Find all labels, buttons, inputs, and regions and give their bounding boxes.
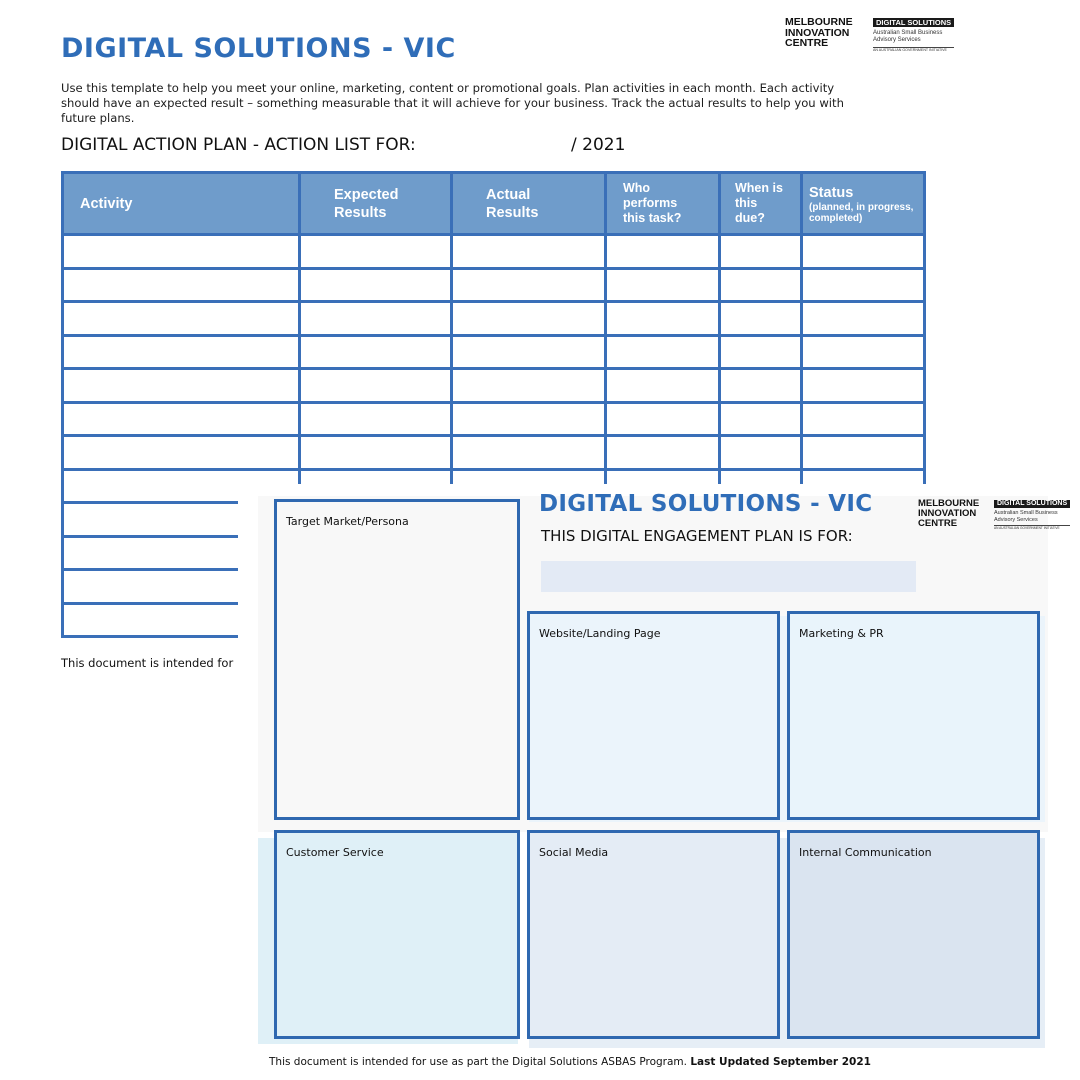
logo-small (918, 499, 1068, 535)
table-cell[interactable] (802, 369, 925, 403)
table-cell[interactable] (63, 335, 300, 369)
table-row (63, 235, 925, 269)
table-cell[interactable] (63, 402, 300, 436)
col-header-activity: Activity (63, 173, 300, 235)
action-page-footer: This document is intended for (61, 656, 234, 670)
engagement-footer-text: This document is intended for use as part the Digital Solutions ASBAS Program. (269, 1056, 687, 1068)
panel-marketing[interactable] (787, 611, 1040, 820)
logo-small-mic-line2: INNOVATION (918, 508, 977, 519)
logo-ds-sub2: Advisory Services (873, 37, 921, 43)
panel-website[interactable] (527, 611, 780, 820)
panel-customer-service-label: Customer Service (286, 846, 384, 859)
table-cell[interactable] (452, 436, 606, 470)
table-cell[interactable] (720, 402, 802, 436)
logo-mic-line3: CENTRE (785, 37, 829, 49)
action-list-year: / 2021 (571, 135, 626, 155)
table-cell[interactable] (452, 402, 606, 436)
table-row (63, 302, 925, 336)
table-cell[interactable] (63, 302, 300, 336)
logo-small-ds-gov: AN AUSTRALIAN GOVERNMENT INITIATIVE (994, 525, 1070, 531)
col-header-when: When is this due? (720, 173, 802, 235)
col-header-who: Who performs this task? (606, 173, 720, 235)
col-header-status-sub: (planned, in progress, completed) (809, 201, 914, 224)
engagement-page-footer (269, 1056, 871, 1068)
table-cell[interactable] (300, 235, 452, 269)
table-row (63, 335, 925, 369)
table-row (63, 436, 925, 470)
table-cell[interactable] (63, 436, 300, 470)
table-cell[interactable] (63, 369, 300, 403)
panel-internal-communication[interactable] (787, 830, 1040, 1039)
table-cell[interactable] (300, 436, 452, 470)
panel-social-media-label: Social Media (539, 846, 609, 859)
table-cell[interactable] (300, 335, 452, 369)
logo-small-ds-sub2: Advisory Services (994, 516, 1038, 523)
col-header-status: Status (planned, in progress, completed) (802, 173, 925, 235)
table-cell[interactable] (606, 369, 720, 403)
engagement-plan-heading: THIS DIGITAL ENGAGEMENT PLAN IS FOR: (541, 527, 853, 545)
table-row (63, 369, 925, 403)
panel-target-market-label: Target Market/Persona (286, 515, 409, 528)
panel-social-media[interactable] (527, 830, 780, 1039)
table-cell[interactable] (452, 302, 606, 336)
table-row (63, 268, 925, 302)
plan-for-input[interactable] (541, 561, 916, 592)
table-cell[interactable] (720, 302, 802, 336)
table-cell[interactable] (720, 335, 802, 369)
panel-website-label: Website/Landing Page (539, 627, 661, 640)
table-cell[interactable] (720, 369, 802, 403)
action-plan-title: DIGITAL SOLUTIONS - VIC (61, 33, 456, 64)
logo-mic-line1: MELBOURNE (785, 16, 853, 28)
logo-small-mic-line1: MELBOURNE (918, 498, 980, 509)
table-cell[interactable] (452, 235, 606, 269)
table-cell[interactable] (606, 302, 720, 336)
table-cell[interactable] (300, 302, 452, 336)
logo-ds-sub1: Australian Small Business (873, 30, 943, 36)
logo-small-mic-line3: CENTRE (918, 518, 958, 529)
table-cell[interactable] (802, 235, 925, 269)
panel-customer-service[interactable] (274, 830, 520, 1039)
action-list-heading: DIGITAL ACTION PLAN - ACTION LIST FOR: (61, 135, 416, 155)
logo-ds-label: DIGITAL SOLUTIONS (873, 18, 954, 27)
logo-small-ds-sub1: Australian Small Business (994, 510, 1058, 516)
logo-mic-line2: INNOVATION (785, 26, 850, 39)
table-cell[interactable] (802, 302, 925, 336)
table-cell[interactable] (63, 235, 300, 269)
table-cell[interactable] (452, 369, 606, 403)
col-header-actual: Actual Results (452, 173, 606, 235)
panel-internal-communication-label: Internal Communication (799, 846, 932, 859)
table-cell[interactable] (63, 268, 300, 302)
table-cell[interactable] (802, 268, 925, 302)
table-cell[interactable] (720, 268, 802, 302)
table-cell[interactable] (452, 335, 606, 369)
table-cell[interactable] (802, 335, 925, 369)
table-cell[interactable] (300, 402, 452, 436)
table-cell[interactable] (606, 235, 720, 269)
table-cell[interactable] (720, 235, 802, 269)
engagement-plan-title: DIGITAL SOLUTIONS - VIC (539, 491, 873, 517)
table-cell[interactable] (802, 402, 925, 436)
logo-ds-gov: AN AUSTRALIAN GOVERNMENT INITIATIVE (873, 47, 954, 53)
table-header-row (63, 173, 925, 235)
logo-small-ds-label: DIGITAL SOLUTIONS (994, 500, 1070, 508)
table-cell[interactable] (300, 268, 452, 302)
panel-marketing-label: Marketing & PR (799, 627, 884, 640)
logo (785, 17, 955, 57)
col-header-expected: Expected Results (300, 173, 452, 235)
table-cell[interactable] (606, 402, 720, 436)
table-cell[interactable] (606, 268, 720, 302)
table-cell[interactable] (300, 369, 452, 403)
intro-text: Use this template to help you meet your online, marketing, content or promotional goals. Plan activities in each month. Each activity should have an expected result – something measurable that it will achieve for your business. Track the actual results to help you with future plans. (61, 81, 844, 125)
table-cell[interactable] (606, 335, 720, 369)
table-cell[interactable] (606, 436, 720, 470)
table-cell[interactable] (452, 268, 606, 302)
table-cell[interactable] (720, 436, 802, 470)
panel-target-market[interactable] (274, 499, 520, 820)
table-cell[interactable] (802, 436, 925, 470)
table-row (63, 402, 925, 436)
engagement-footer-updated: Last Updated September 2021 (690, 1056, 871, 1068)
